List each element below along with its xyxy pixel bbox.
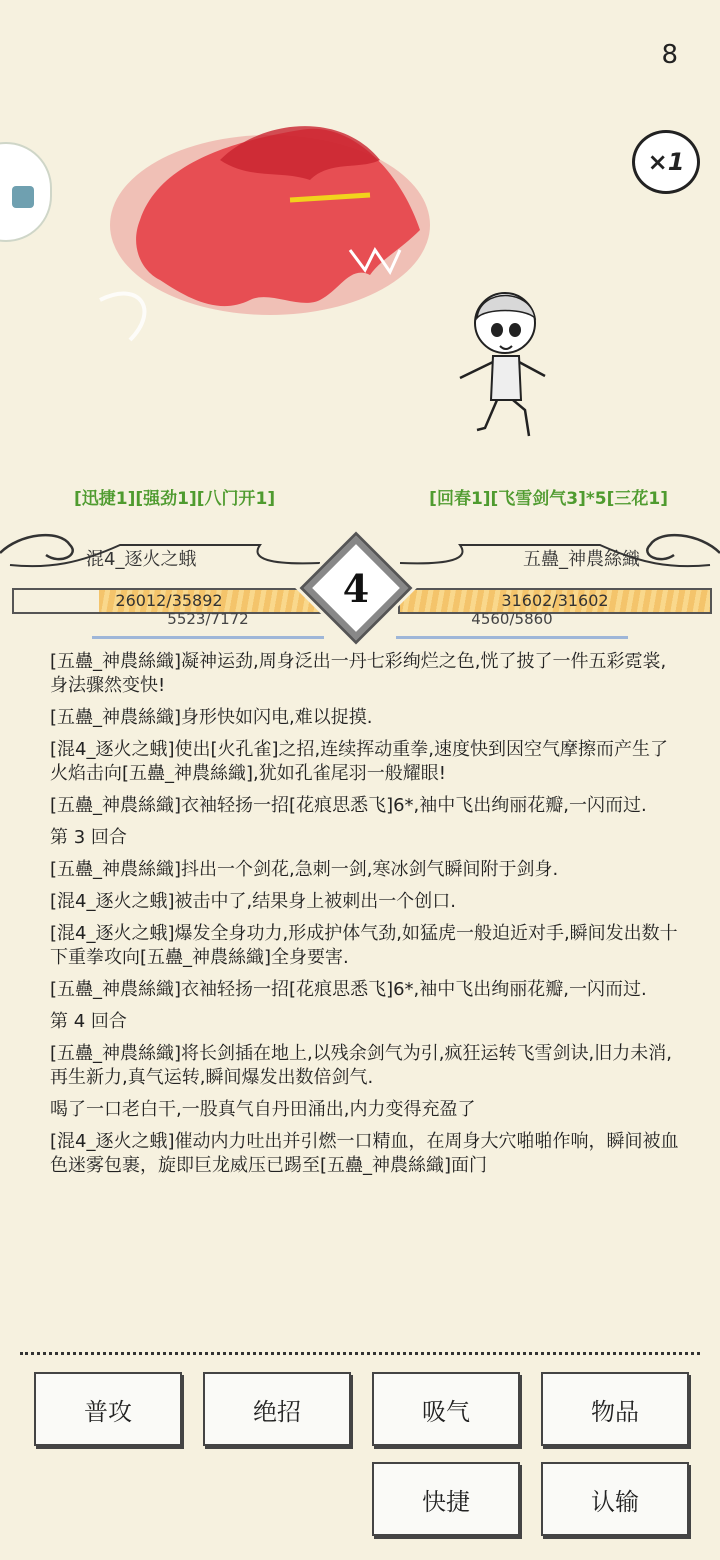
log-line: [五蠱_神農絲織]衣袖轻扬一招[花痕思悉飞]6*,袖中飞出绚丽花瓣,一闪而过. [50,979,647,1000]
items-button[interactable]: 物品 [541,1372,689,1446]
log-line: [混4_逐火之蛾]使出[火孔雀]之招,连续挥动重拳,速度快到因空气摩擦而产生了火焰击向[五蠱_神農絲織],犹如孔雀尾羽一般耀眼! [50,739,668,784]
mp-text: 5523/7172 [167,610,249,628]
player-left-name: 混4_逐火之蛾 [86,549,197,570]
attack-button[interactable]: 普攻 [34,1372,182,1446]
log-line: [五蠱_神農絲織]衣袖轻扬一招[花痕思悉飞]6*,袖中飞出绚丽花瓣,一闪而过. [50,795,647,816]
speed-toggle-button[interactable]: ×1 [632,130,700,194]
round-number: 4 [342,565,370,611]
player-right-mp-bar [396,610,628,639]
log-line: [混4_逐火之蛾]被击中了,结果身上被刺出一个创口. [50,891,456,912]
mp-text: 4560/5860 [471,610,553,628]
log-line: [五蠱_神農絲織]抖出一个剑花,急刺一剑,寒冰剑气瞬间附于剑身. [50,859,559,880]
hp-text: 26012/35892 [115,591,223,610]
red-dragon-effect [100,100,430,350]
surrender-button[interactable]: 认输 [541,1462,689,1536]
battle-log[interactable] [50,651,680,1264]
hp-text: 31602/31602 [501,591,609,610]
player-right-name: 五蠱_神農絲織 [523,549,640,570]
player-character [455,278,555,438]
round-header: 第 3 回合 [50,827,127,848]
log-line: [混4_逐火之蛾]催动内力吐出并引燃一口精血，在周身大穴啪啪作响，瞬间被血色迷雾包裹，旋即巨龙威压已踢至[五蠱_神農絲織]面门 [50,1131,679,1176]
quick-button[interactable]: 快捷 [372,1462,520,1536]
player-right-buffs: [回春1][飞雪剑气3]*5[三花1] [429,489,668,509]
log-line: [五蠱_神農絲織]身形快如闪电,难以捉摸. [50,707,373,728]
action-divider [20,1352,700,1355]
player-left-mp-bar [92,610,324,639]
log-line: [五蠱_神農絲織]将长剑插在地上,以残余剑气为引,疯狂运转飞雪剑诀,旧力未消,再生新力,真气运转,瞬间爆发出数倍剑气. [50,1043,672,1088]
ultimate-button[interactable]: 绝招 [203,1372,351,1446]
breathe-button[interactable]: 吸气 [372,1372,520,1446]
side-panel-tab[interactable] [0,142,52,242]
panel-icon [12,186,34,208]
log-line: 喝了一口老白干,一股真气自丹田涌出,内力变得充盈了 [50,1099,476,1120]
player-left-buffs: [迅捷1][强劲1][八门开1] [74,489,276,509]
log-line: [五蠱_神農絲織]凝神运劲,周身泛出一丹七彩绚烂之色,恍了披了一件五彩霓裳,身法骤然变快! [50,651,667,696]
turn-timer: 8 [661,40,678,70]
log-line: [混4_逐火之蛾]爆发全身功力,形成护体气劲,如猛虎一般迫近对手,瞬间发出数十下重拳攻向[五蠱_神農絲織]全身要害. [50,923,678,968]
round-header: 第 4 回合 [50,1011,127,1032]
